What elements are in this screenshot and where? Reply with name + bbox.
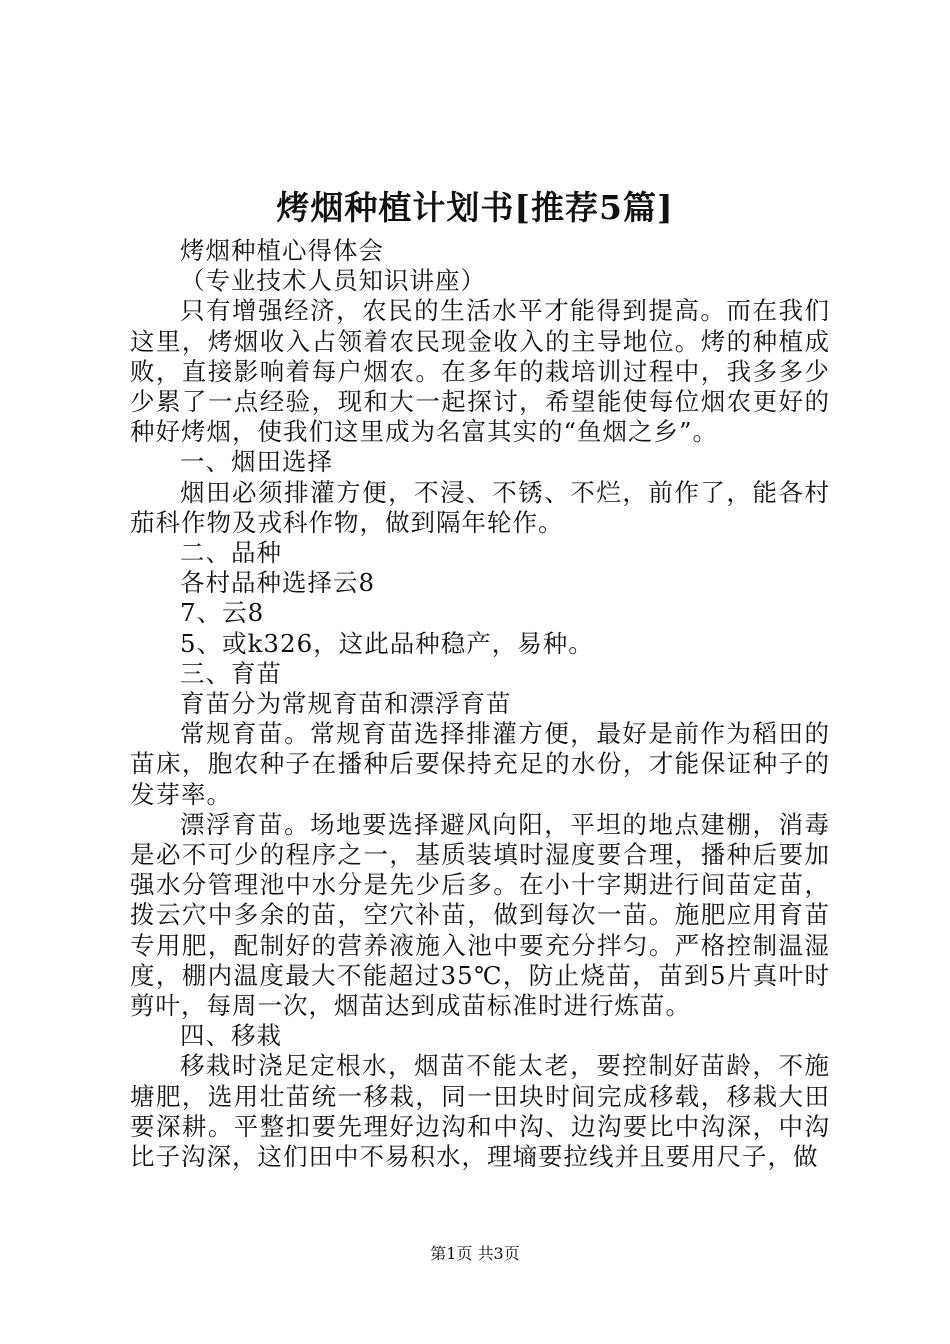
paragraph-variety-2: 7、云8 — [180, 598, 265, 628]
paragraph-variety-1: 各村品种选择云8 — [180, 568, 376, 598]
paragraph-transplant: 移栽时浇足定根水，烟苗不能太老，要控制好苗龄，不施塘肥，选用壮苗统一移栽，同一田块时间完成移载，移栽大田要深耕。平整扣要先理好边沟和中沟、边沟要比中沟深，中沟比子沟深，这们田中不易积水，理墒要拉线并且要用尺子，做 — [130, 1051, 830, 1172]
paragraph-variety-3: 5、或k326，这此品种稳产，易种。 — [180, 628, 594, 658]
section-heading-transplant: 四、移栽 — [180, 1021, 282, 1051]
paragraph-conventional-seedling: 常规育苗。常规育苗选择排灌方便，最好是前作为稻田的苗床，胞农种子在播种后要保持充足的水份，才能保证种子的发芽率。 — [130, 719, 830, 809]
paragraph-field-selection: 烟田必须排灌方便，不浸、不锈、不烂，前作了，能各村茄科作物及戎科作物，做到隔年轮作。 — [130, 477, 830, 537]
document-title: 烤烟种植计划书[推荐5篇] — [276, 188, 674, 227]
section-heading-field-selection: 一、烟田选择 — [180, 447, 333, 477]
section-heading-variety: 二、品种 — [180, 538, 282, 568]
paragraph-lecture-note: （专业技术人员知识讲座） — [180, 266, 486, 296]
paragraph-seedling-types: 育苗分为常规育苗和漂浮育苗 — [180, 689, 512, 719]
section-heading-seedling: 三、育苗 — [180, 658, 282, 688]
document-body — [130, 236, 830, 1172]
paragraph-floating-seedling: 漂浮育苗。场地要选择避风向阳，平坦的地点建棚，消毒是必不可少的程序之一，基质装填时湿度要合理，播种后要加强水分管理池中水分是先少后多。在小十字期进行间苗定苗，拨云穴中多余的苗，空穴补苗，做到每次一苗。施肥应用育苗专用肥，配制好的营养液施入池中要充分拌匀。严格控制温湿度，棚内温度最大不能超过35℃，防止烧苗，苗到5片真叶时剪叶，每周一次，烟苗达到成苗标准时进行炼苗。 — [130, 809, 830, 1021]
paragraph-intro: 只有增强经济，农民的生活水平才能得到提高。而在我们这里，烤烟收入占领着农民现金收入的主导地位。烤的种植成败，直接影响着每户烟农。在多年的栽培训过程中，我多多少少累了一点经验，现和大一起探讨，希望能使每位烟农更好的种好烤烟，使我们这里成为名富其实的“鱼烟之乡”。 — [130, 296, 830, 447]
page-number-footer: 第1页 共3页 — [430, 1244, 520, 1263]
paragraph-subtitle: 烤烟种植心得体会 — [180, 236, 384, 265]
